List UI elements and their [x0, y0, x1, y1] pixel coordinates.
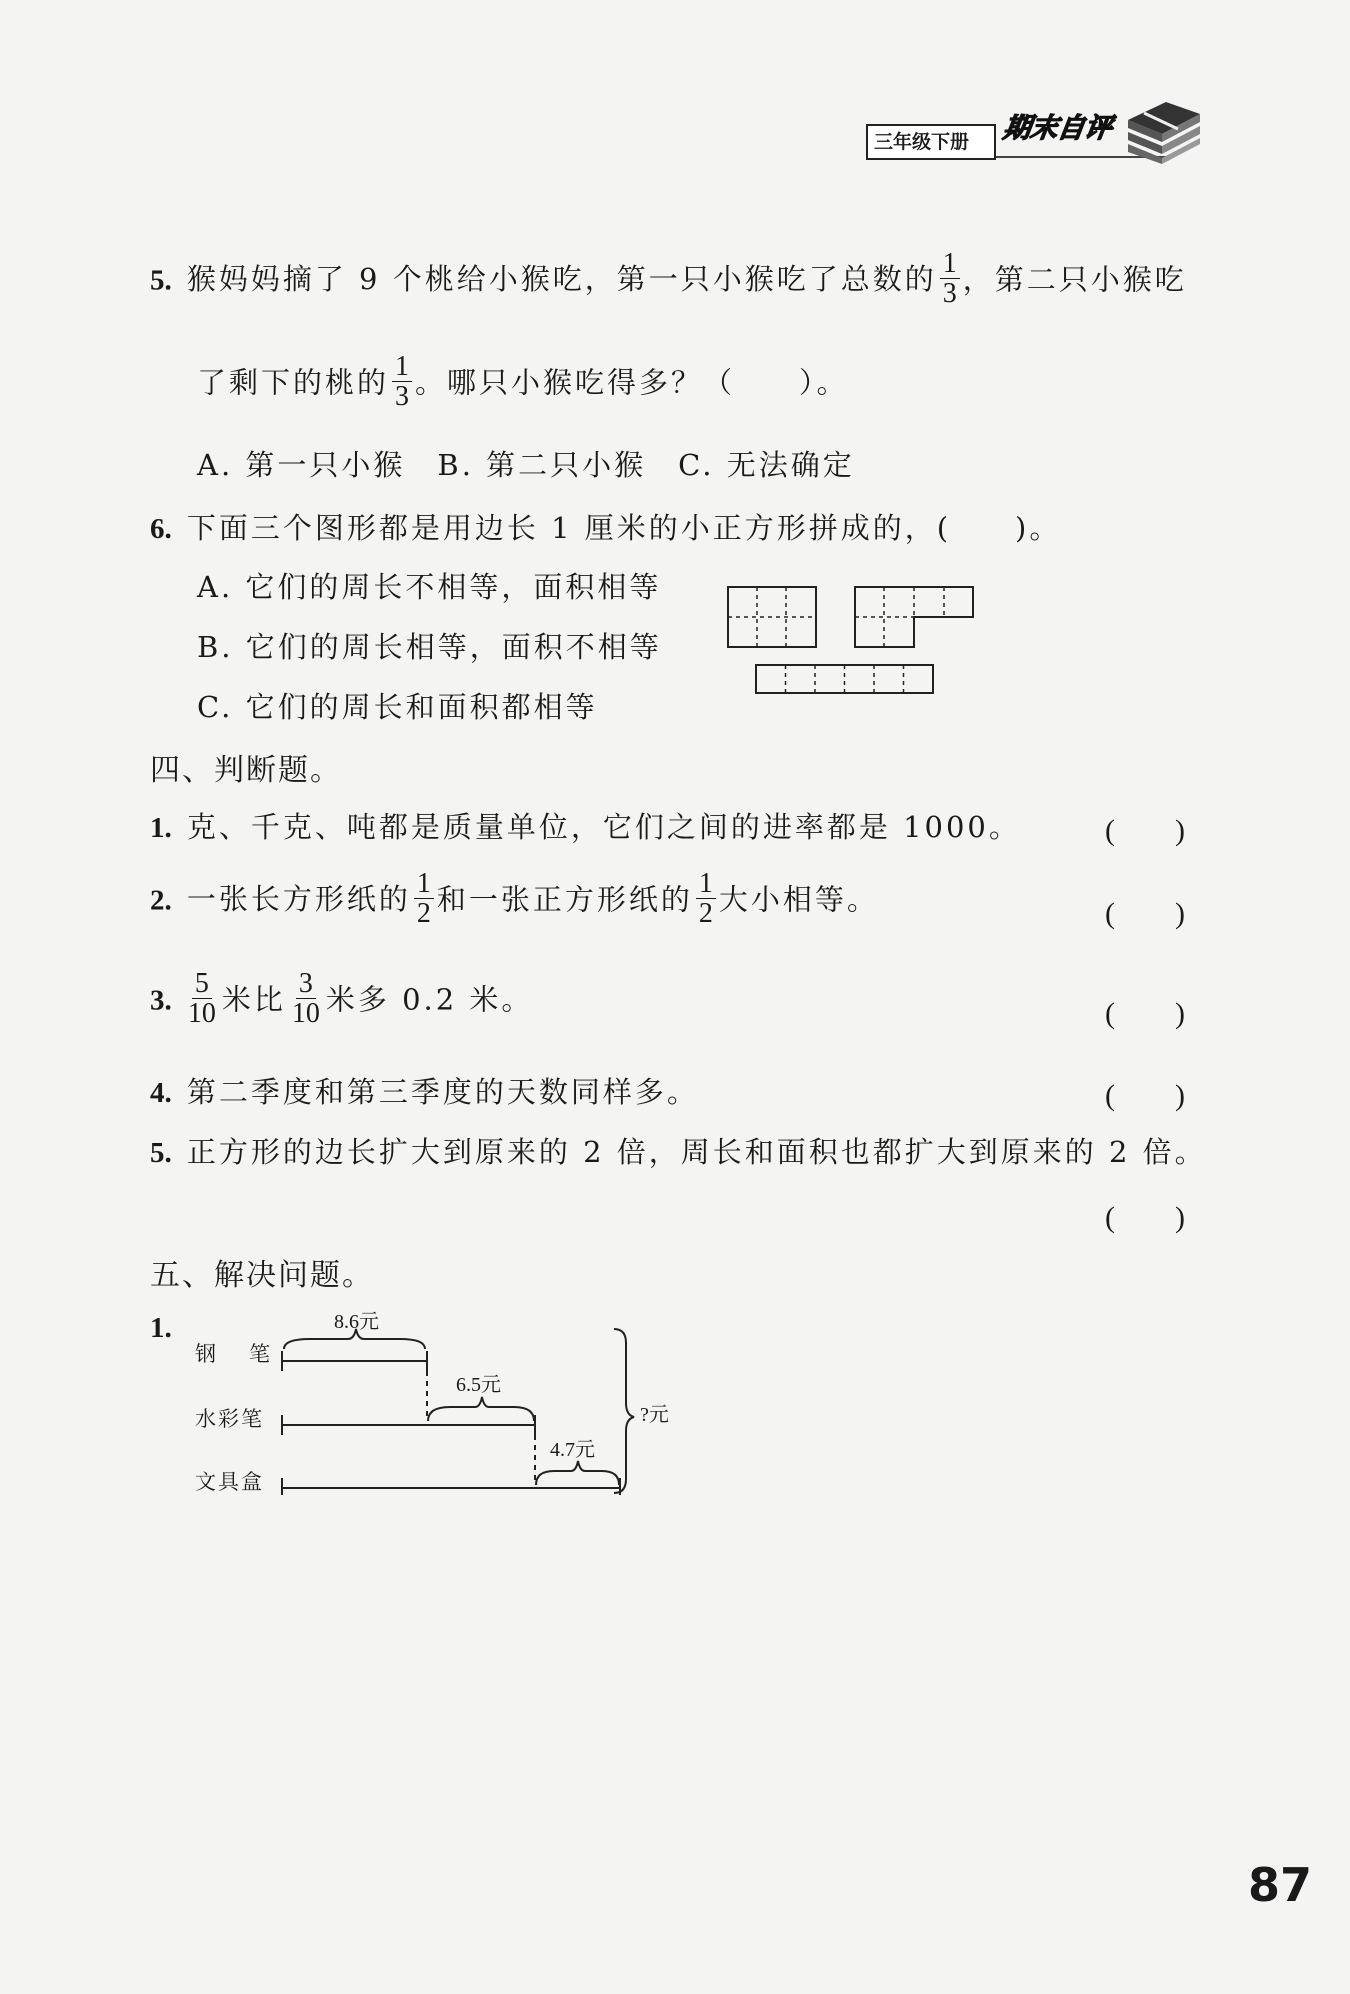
- q5-text-c: 了剩下的桃的: [197, 365, 390, 400]
- q5-fraction-2: $\frac{1}{3}$: [392, 352, 412, 412]
- diagram-value-pen: 8.6元: [334, 1311, 379, 1333]
- s4-item-5-number: 5.: [150, 1137, 172, 1169]
- diagram-label-pen: 钢 笔: [195, 1342, 276, 1366]
- pen-brace: [284, 1329, 425, 1349]
- s4-item-2: [150, 868, 879, 935]
- s4-item-4-number: 4.: [150, 1077, 172, 1109]
- s4-item-4: [150, 1070, 699, 1111]
- s4-item-5-text: 正方形的边长扩大到原来的 2 倍，周长和面积也都扩大到原来的 2 倍。: [186, 1135, 1207, 1169]
- segment-diagram: [270, 1315, 640, 1495]
- s4-item-3: [150, 968, 534, 1035]
- s4-item-2-text-a: 一张长方形纸的: [186, 882, 411, 917]
- diagram-label-watercolor: 水彩笔: [195, 1407, 264, 1431]
- s4-item-5-answer[interactable]: ( ): [1105, 1201, 1185, 1234]
- s4-item-3-text-a: 米比: [221, 982, 286, 1017]
- page-number: 87: [1248, 1858, 1313, 1912]
- q6-option-b: B. 它们的周长相等，面积不相等: [197, 630, 662, 664]
- q5-text-b: ，第二只小猴吃: [962, 262, 1187, 297]
- q6-stem: 下面三个图形都是用边长 1 厘米的小正方形拼成的，( )。: [186, 511, 1062, 545]
- q5-fraction-1: $\frac{1}{3}$: [940, 249, 960, 309]
- s4-item-3-answer[interactable]: ( ): [1105, 997, 1185, 1030]
- s4-item-4-text: 第二季度和第三季度的天数同样多。: [186, 1075, 699, 1109]
- header-title: 期末自评: [1001, 113, 1114, 144]
- section4-title: 四、判断题。: [150, 753, 342, 788]
- s4-item-2-text-b: 和一张正方形纸的: [436, 882, 693, 917]
- figure-L-shape: [855, 587, 973, 647]
- q6-option-c: C. 它们的周长和面积都相等: [197, 690, 598, 724]
- books-icon: [1122, 88, 1204, 168]
- s5-q1-number: 1.: [150, 1312, 172, 1344]
- s4-item-1-text: 克、千克、吨都是质量单位，它们之间的进率都是 1000。: [186, 810, 1021, 844]
- q6-stem-line: [150, 506, 1061, 547]
- s4-item-3-number: 3.: [150, 984, 172, 1017]
- pencilbox-brace: [536, 1461, 619, 1485]
- s4-item-2-answer[interactable]: ( ): [1105, 897, 1185, 930]
- q5-options: A. 第一只小猴 B. 第二只小猴 C. 无法确定: [197, 448, 855, 482]
- s4-item-2-text-c: 大小相等。: [718, 882, 879, 917]
- figure-1x6-strip: [756, 665, 933, 693]
- q5-text-a: 猴妈妈摘了 9 个桃给小猴吃，第一只小猴吃了总数的: [186, 262, 937, 297]
- section5-title: 五、解决问题。: [150, 1258, 374, 1293]
- q5-line1: [150, 248, 1187, 315]
- watercolor-brace: [428, 1397, 534, 1421]
- s4-item-2-fraction-b: $\frac{1}{2}$: [696, 869, 716, 929]
- q6-figures: [726, 585, 976, 695]
- diagram-value-pencilbox: 4.7元: [550, 1439, 595, 1461]
- s4-item-5: [150, 1130, 1207, 1171]
- diagram-value-watercolor: 6.5元: [456, 1374, 501, 1396]
- s4-item-2-fraction-a: $\frac{1}{2}$: [414, 869, 434, 929]
- total-brace: [614, 1329, 634, 1493]
- s4-item-2-number: 2.: [150, 884, 172, 917]
- s4-item-3-text-b: 米多 0.2 米。: [325, 982, 534, 1017]
- s4-item-1: [150, 805, 1021, 846]
- s4-item-3-fraction-a: $\frac{5}{10}$: [187, 968, 216, 1030]
- s4-item-1-answer[interactable]: ( ): [1105, 814, 1185, 847]
- header-grade: 三年级下册: [874, 131, 970, 153]
- s4-item-3-fraction-b: $\frac{3}{10}$: [291, 968, 320, 1030]
- q6-option-a: A. 它们的周长不相等，面积相等: [197, 570, 662, 604]
- q5-number: 5.: [150, 264, 172, 297]
- q5-line2: [197, 351, 849, 418]
- diagram-label-pencilbox: 文具盒: [195, 1470, 264, 1494]
- s4-item-4-answer[interactable]: ( ): [1105, 1079, 1185, 1112]
- s4-item-1-number: 1.: [150, 812, 172, 844]
- diagram-total: ?元: [640, 1404, 669, 1426]
- figure-2x3-rectangle: [728, 587, 816, 647]
- q5-text-d: 。哪只小猴吃得多？（ ）。: [415, 365, 849, 400]
- q6-number: 6.: [150, 513, 172, 545]
